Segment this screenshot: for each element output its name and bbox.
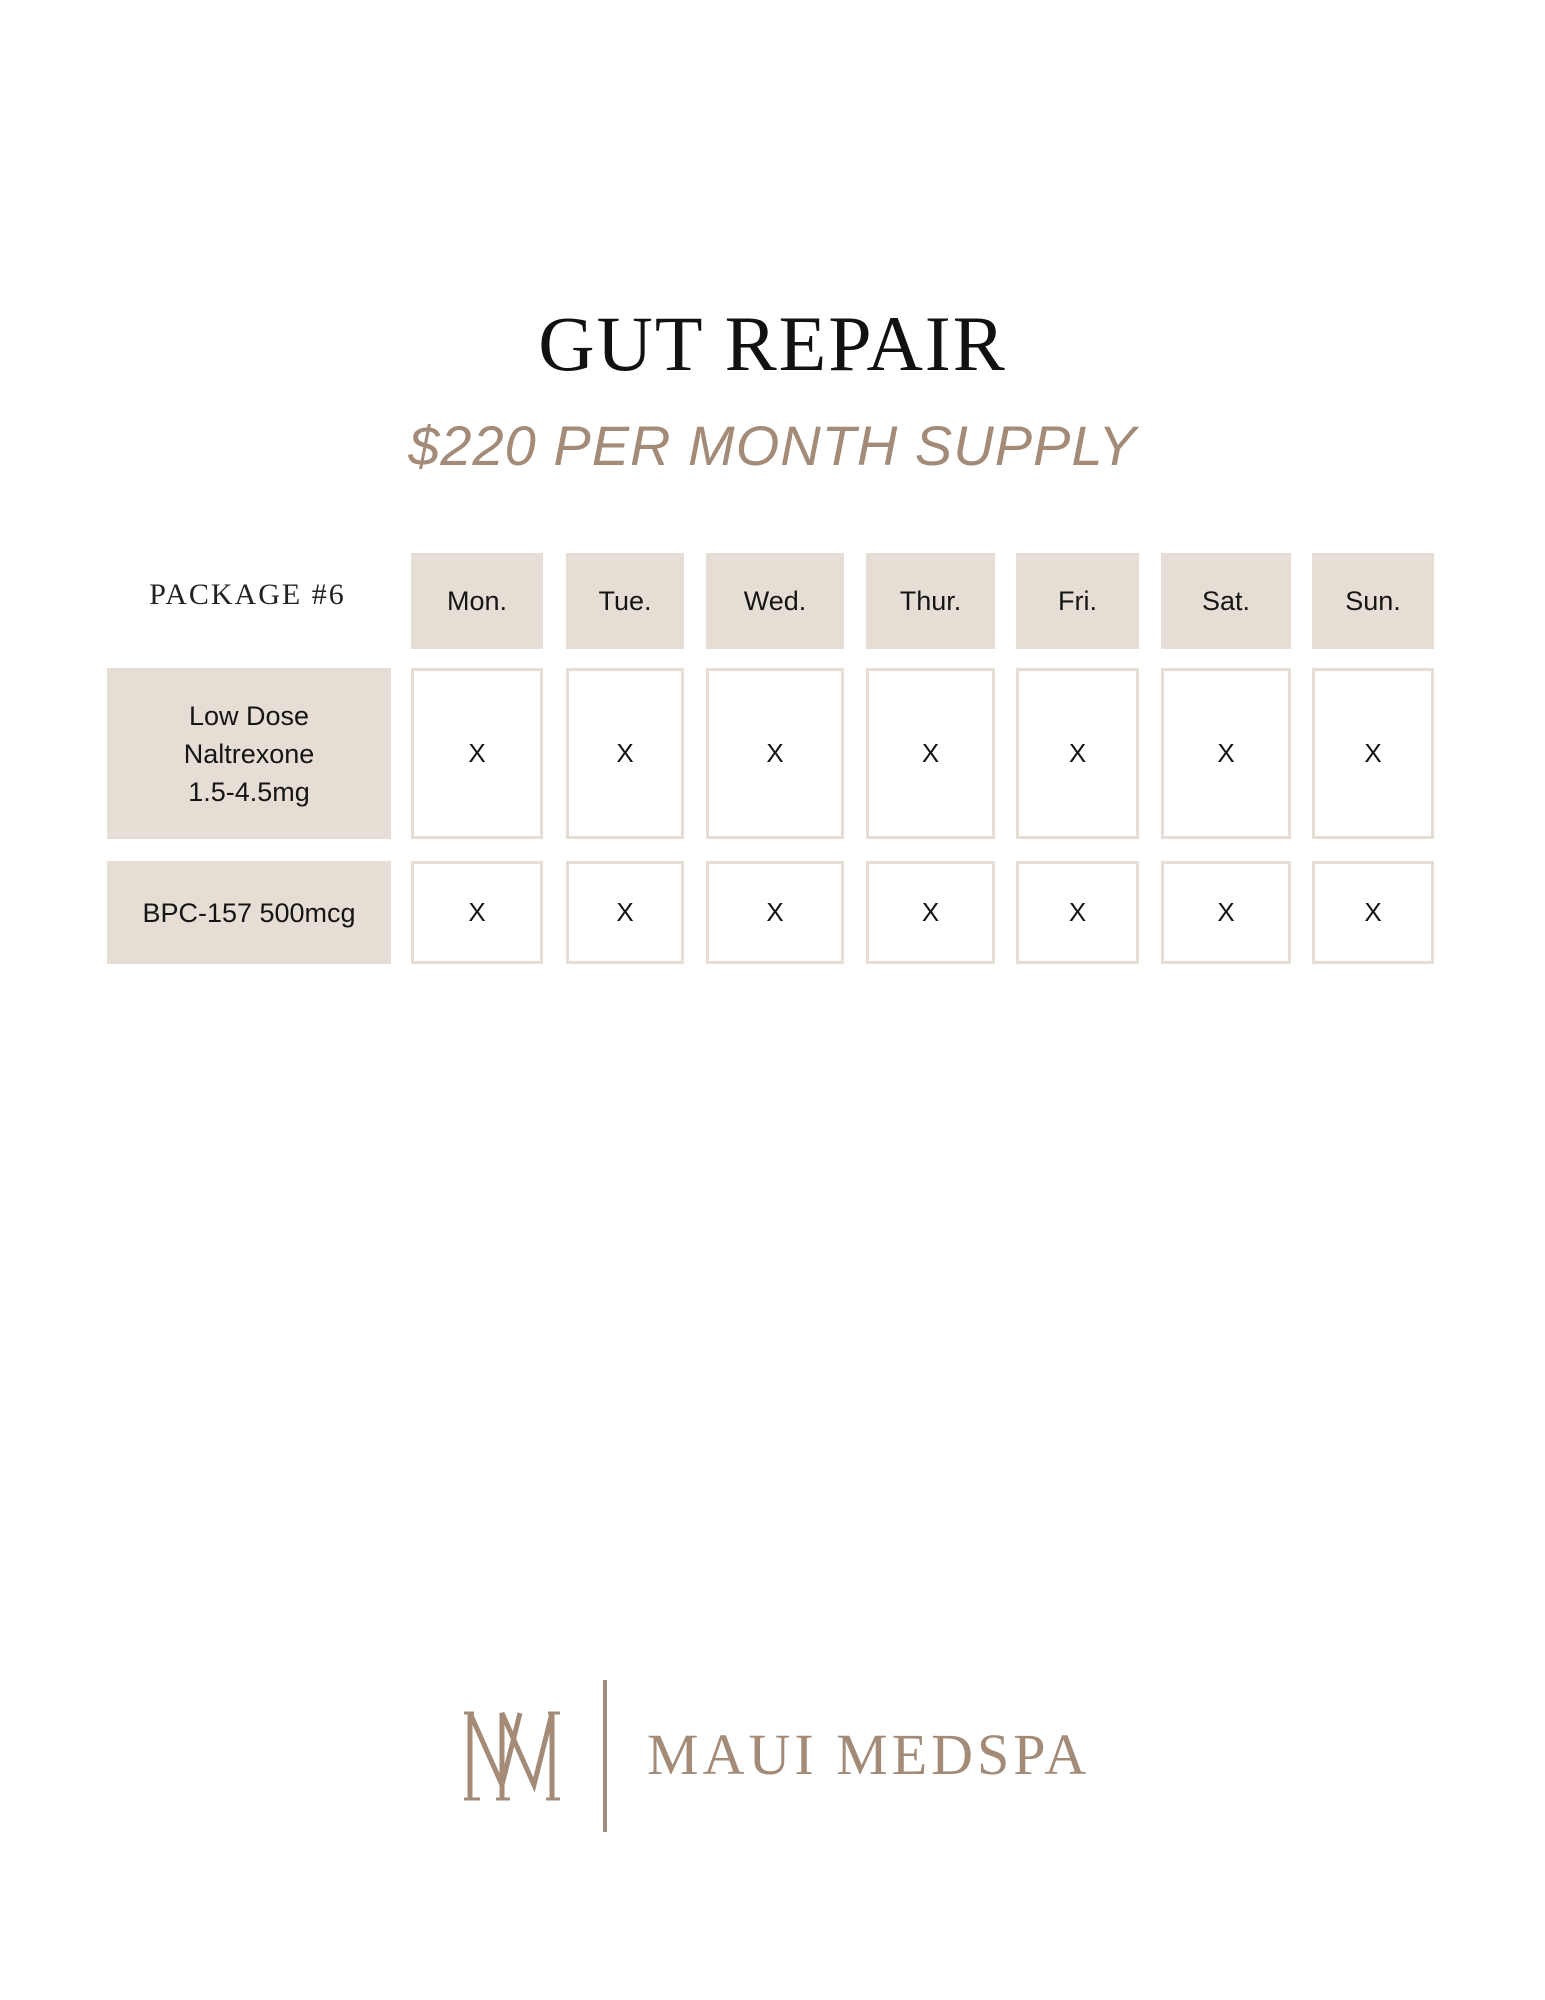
schedule-cell: X — [866, 861, 995, 964]
schedule-cell: X — [566, 861, 684, 964]
day-header: Tue. — [566, 553, 684, 649]
package-label: PACKAGE #6 — [149, 578, 346, 611]
day-header: Wed. — [706, 553, 844, 649]
day-header: Sat. — [1161, 553, 1291, 649]
schedule-cell: X — [1312, 861, 1434, 964]
schedule-cell: X — [706, 668, 844, 839]
day-header: Thur. — [866, 553, 995, 649]
schedule-cell: X — [411, 668, 543, 839]
day-header: Sun. — [1312, 553, 1434, 649]
medication-label: BPC-157 500mcg — [107, 861, 391, 964]
schedule-cell: X — [411, 861, 543, 964]
schedule-cell: X — [706, 861, 844, 964]
logo-divider — [603, 1680, 607, 1832]
medication-label: Low Dose Naltrexone 1.5-4.5mg — [107, 668, 391, 839]
schedule-cell: X — [1161, 668, 1291, 839]
day-header: Mon. — [411, 553, 543, 649]
schedule-cell: X — [1016, 668, 1139, 839]
price-subtitle: $220 PER MONTH SUPPLY — [408, 414, 1137, 477]
schedule-cell: X — [1312, 668, 1434, 839]
schedule-cell: X — [566, 668, 684, 839]
schedule-cell: X — [1016, 861, 1139, 964]
schedule-cell: X — [866, 668, 995, 839]
brand-name: MAUI MEDSPA — [647, 1722, 1091, 1787]
brand-logo — [462, 1680, 1102, 1835]
day-header: Fri. — [1016, 553, 1139, 649]
monogram-logo-icon — [462, 1707, 562, 1805]
page-title: GUT REPAIR — [538, 300, 1007, 387]
schedule-cell: X — [1161, 861, 1291, 964]
